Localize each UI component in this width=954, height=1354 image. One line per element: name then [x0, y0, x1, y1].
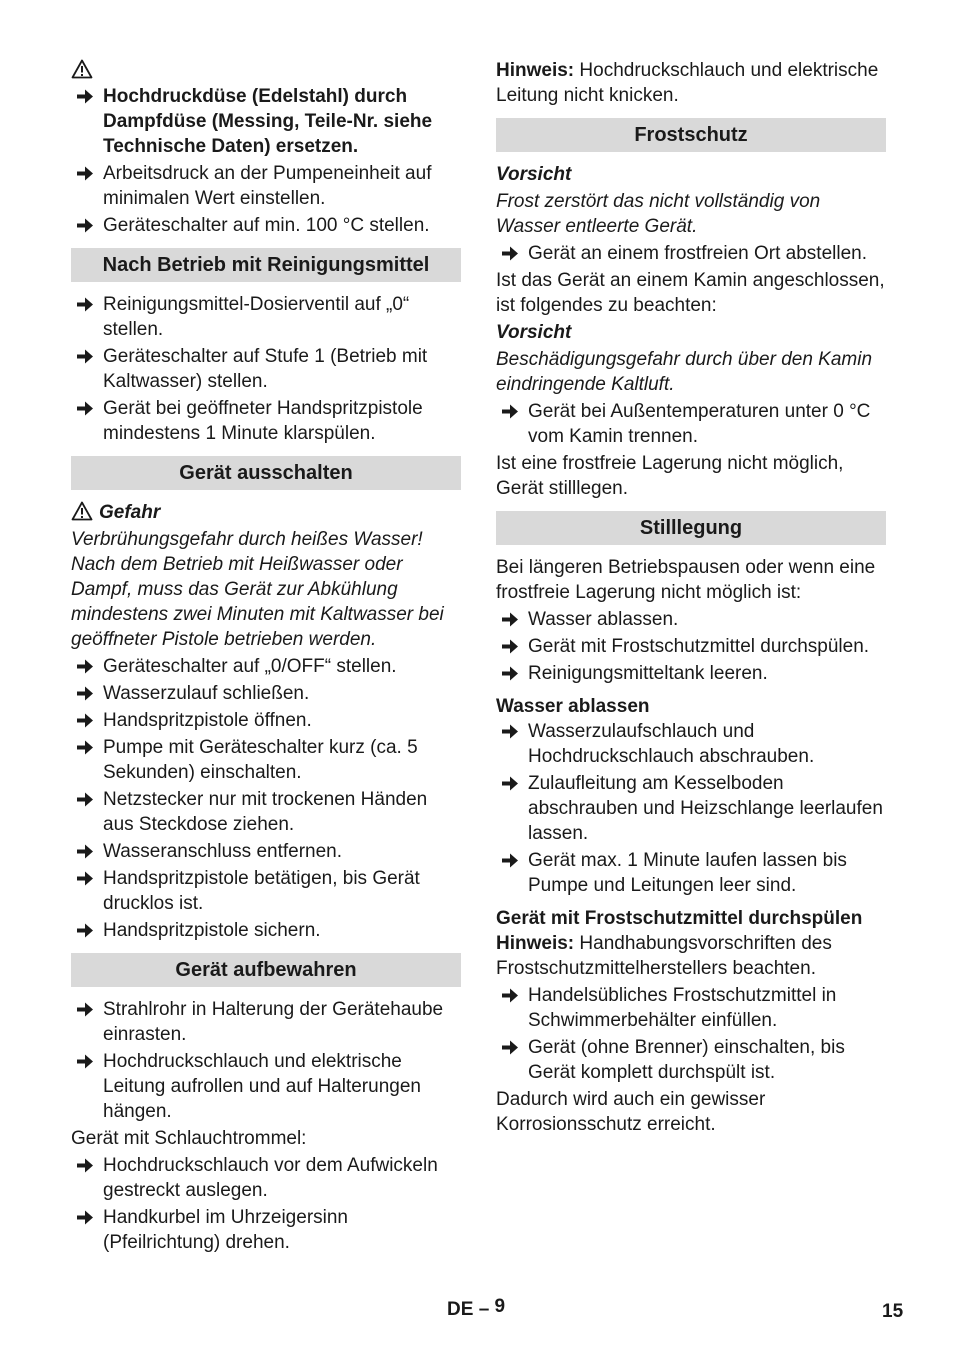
section-heading: Gerät ausschalten: [71, 456, 461, 490]
list-item-text: Arbeitsdruck an der Pumpeneinheit auf minimalen Wert einstellen.: [103, 163, 432, 209]
arrow-right-icon: [75, 344, 95, 369]
arrow-right-icon: [75, 735, 95, 760]
list-item: [496, 983, 886, 1033]
danger-text: Verbrühungsgefahr durch heißes Wasser! Nach dem Betrieb mit Heißwasser oder Dampf, muss das Gerät zur Abkühlung mindestens zwei Minuten mit Kaltwasser bei geöffneter Pistole betrieben werden.: [71, 529, 444, 650]
right-column: [496, 58, 886, 1139]
list-item-text: Wasserzulauf schließen.: [103, 683, 310, 704]
list-item: [496, 241, 886, 266]
list-item: [71, 787, 461, 837]
list-item: [496, 1035, 886, 1085]
paragraph: Dadurch wird auch ein gewisser Korrosionsschutz erreicht.: [496, 1089, 766, 1135]
section3-list: [71, 997, 461, 1124]
list-item-text: Handspritzpistole öffnen.: [103, 710, 312, 731]
note-text: Hochdruckschlauch und elektrische Leitung nicht knicken.: [496, 60, 879, 106]
list-item: [71, 866, 461, 916]
left-column: [71, 58, 461, 1257]
section3-list-2: [71, 1153, 461, 1255]
list-item: [71, 396, 461, 446]
list-item: [71, 735, 461, 785]
arrow-right-icon: [75, 708, 95, 733]
caution-text: Frost zerstört das nicht vollständig von Wasser entleerte Gerät.: [496, 191, 821, 237]
arrow-right-icon: [75, 866, 95, 891]
arrow-right-icon: [500, 983, 520, 1008]
list-item-text: Gerät mit Frostschutzmittel durchspülen.: [528, 636, 870, 657]
list-item: [496, 607, 886, 632]
warning-icon: [71, 501, 93, 521]
list-item-text: Wasseranschluss entfernen.: [103, 841, 343, 862]
arrow-right-icon: [500, 1035, 520, 1060]
arrow-right-icon: [500, 719, 520, 744]
note-label: Hinweis:: [496, 60, 575, 81]
arrow-right-icon: [500, 771, 520, 796]
danger-label: Gefahr: [99, 502, 161, 523]
list-item: [71, 997, 461, 1047]
list-item-text: Gerät bei Außentemperaturen unter 0 °C vom Kamin trennen.: [528, 401, 871, 447]
list-item-text: Reinigungsmitteltank leeren.: [528, 663, 768, 684]
caution-label: Vorsicht: [496, 164, 572, 185]
danger-label-row: [71, 500, 461, 525]
arrow-right-icon: [75, 84, 95, 109]
section-heading: Stilllegung: [496, 511, 886, 545]
list-item: [71, 654, 461, 679]
list-item: [71, 344, 461, 394]
section1-list: [71, 292, 461, 446]
note-paragraph: [496, 931, 886, 981]
list-item: [496, 771, 886, 846]
arrow-right-icon: [500, 661, 520, 686]
list-item-text: Pumpe mit Geräteschalter kurz (ca. 5 Sekunden) einschalten.: [103, 737, 418, 783]
arrow-right-icon: [75, 681, 95, 706]
caution-label: Vorsicht: [496, 322, 572, 343]
list-item: [71, 1049, 461, 1124]
list-item-text: Hochdruckschlauch vor dem Aufwickeln gestreckt auslegen.: [103, 1155, 438, 1201]
list-item-text: Gerät (ohne Brenner) einschalten, bis Gerät komplett durchspült ist.: [528, 1037, 845, 1083]
list-item-text: Geräteschalter auf min. 100 °C stellen.: [103, 215, 430, 236]
top-bullet-list: [71, 84, 461, 238]
list-item: [496, 719, 886, 769]
list-item-text: Gerät max. 1 Minute laufen lassen bis Pumpe und Leitungen leer sind.: [528, 850, 847, 896]
warning-row: [71, 58, 461, 84]
arrow-right-icon: [75, 839, 95, 864]
list-item: [71, 1205, 461, 1255]
list-item-text: Geräteschalter auf „0/OFF“ stellen.: [103, 656, 397, 677]
list-item-text: Handspritzpistole sichern.: [103, 920, 321, 941]
note-paragraph: [496, 58, 886, 108]
list-item: [496, 661, 886, 686]
footer-sub-page: 9: [494, 1296, 506, 1317]
list-item-text: Wasser ablassen.: [528, 609, 679, 630]
section-heading: Nach Betrieb mit Reinigungsmittel: [71, 248, 461, 282]
list-item-text: Handspritzpistole betätigen, bis Gerät drucklos ist.: [103, 868, 420, 914]
list-item-text: Handelsübliches Frostschutzmittel in Schwimmerbehälter einfüllen.: [528, 985, 837, 1031]
arrow-right-icon: [75, 1153, 95, 1178]
list-item: [71, 708, 461, 733]
arrow-right-icon: [500, 399, 520, 424]
list-item-text: Handkurbel im Uhrzeigersinn (Pfeilrichtung) drehen.: [103, 1207, 348, 1253]
warning-icon: [71, 59, 93, 79]
list-item-text: Hochdruckschlauch und elektrische Leitung aufrollen und auf Halterungen hängen.: [103, 1051, 421, 1122]
arrow-right-icon: [75, 997, 95, 1022]
list-item: [71, 292, 461, 342]
subheading: Wasser ablassen: [496, 696, 650, 717]
list-item: [496, 634, 886, 659]
footer-separator: –: [478, 1299, 490, 1320]
list-item: [71, 1153, 461, 1203]
paragraph: Gerät mit Schlauchtrommel:: [71, 1128, 307, 1149]
arrow-right-icon: [75, 1049, 95, 1074]
subheading: Gerät mit Frostschutzmittel durchspülen: [496, 908, 863, 929]
section-heading: Gerät aufbewahren: [71, 953, 461, 987]
list-item-text: Geräteschalter auf Stufe 1 (Betrieb mit Kaltwasser) stellen.: [103, 346, 428, 392]
arrow-right-icon: [75, 396, 95, 421]
section2-list: [71, 654, 461, 943]
section-heading: Frostschutz: [496, 118, 886, 152]
list-item-text: Gerät bei geöffneter Handspritzpistole mindestens 1 Minute klarspülen.: [103, 398, 423, 444]
arrow-right-icon: [500, 607, 520, 632]
list-item: [496, 848, 886, 898]
list-item-text: Zulaufleitung am Kesselboden abschrauben und Heizschlange leerlaufen lassen.: [528, 773, 883, 844]
list-item: [71, 839, 461, 864]
arrow-right-icon: [75, 161, 95, 186]
list-item: [71, 918, 461, 943]
list-item-text: Wasserzulaufschlauch und Hochdruckschlauch abschrauben.: [528, 721, 815, 767]
list-item: [71, 84, 461, 159]
list-item-text: Hochdruckdüse (Edelstahl) durch Dampfdüse (Messing, Teile-Nr. siehe Technische Daten) ersetzen.: [103, 86, 433, 157]
list-item-text: Reinigungsmittel-Dosierventil auf „0“ stellen.: [103, 294, 410, 340]
arrow-right-icon: [75, 918, 95, 943]
note-label: Hinweis:: [496, 933, 575, 954]
footer-lang: DE: [447, 1299, 474, 1320]
arrow-right-icon: [75, 654, 95, 679]
list-item: [71, 213, 461, 238]
paragraph: Ist das Gerät an einem Kamin angeschlossen, ist folgendes zu beachten:: [496, 270, 885, 316]
paragraph: Bei längeren Betriebspausen oder wenn eine frostfreie Lagerung nicht möglich ist:: [496, 557, 876, 603]
caution-text: Beschädigungsgefahr durch über den Kamin eindringende Kaltluft.: [496, 349, 873, 395]
list-item-text: Strahlrohr in Halterung der Gerätehaube einrasten.: [103, 999, 444, 1045]
list-item-text: Netzstecker nur mit trockenen Händen aus Steckdose ziehen.: [103, 789, 428, 835]
paragraph: Ist eine frostfreie Lagerung nicht möglich, Gerät stilllegen.: [496, 453, 844, 499]
arrow-right-icon: [75, 1205, 95, 1230]
list-item: [71, 681, 461, 706]
arrow-right-icon: [75, 213, 95, 238]
arrow-right-icon: [500, 848, 520, 873]
list-item: [496, 399, 886, 449]
page-number: 15: [882, 1301, 904, 1322]
footer-language-page: [447, 1297, 505, 1322]
arrow-right-icon: [75, 787, 95, 812]
arrow-right-icon: [500, 634, 520, 659]
list-item: [71, 161, 461, 211]
arrow-right-icon: [75, 292, 95, 317]
arrow-right-icon: [500, 241, 520, 266]
note-text: Handhabungsvorschriften des Frostschutzmittelherstellers beachten.: [496, 933, 832, 979]
list-item-text: Gerät an einem frostfreien Ort abstellen.: [528, 243, 867, 264]
